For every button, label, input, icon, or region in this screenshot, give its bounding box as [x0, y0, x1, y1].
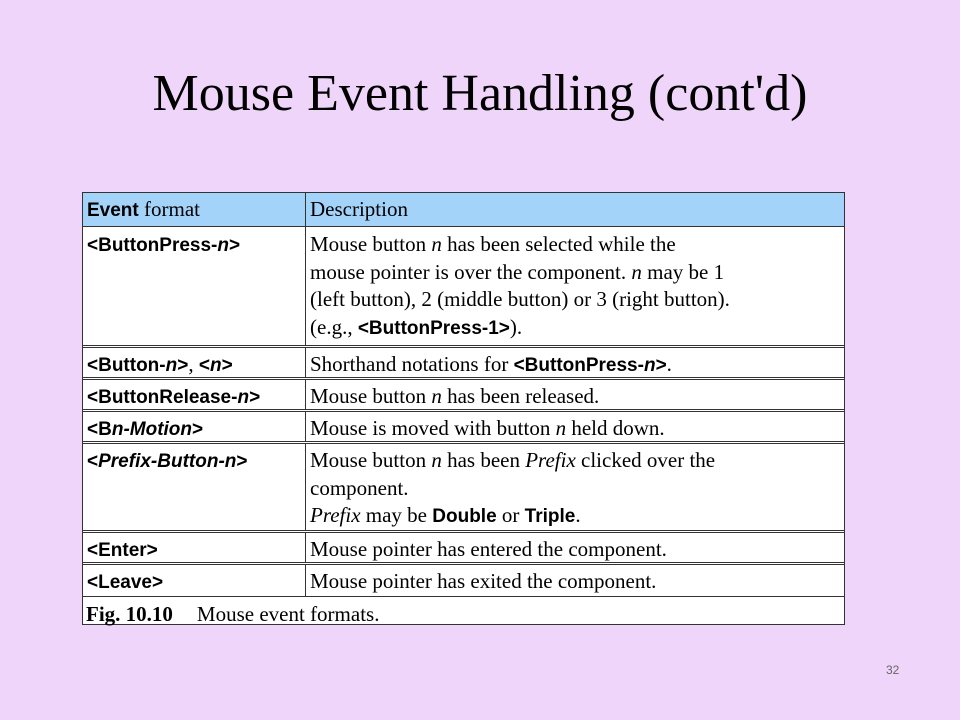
event-cell: <Leave>	[83, 565, 306, 596]
description-cell	[306, 227, 844, 345]
description-line: Mouse button n has been Prefix clicked over the	[310, 448, 716, 472]
event-cell: <ButtonPress-n>	[83, 227, 306, 345]
description-cell	[306, 444, 844, 530]
figure-caption: Fig. 10.10 Mouse event formats.	[86, 602, 380, 626]
table-row	[83, 565, 844, 597]
table-row	[83, 227, 844, 348]
description-cell: Mouse is moved with button n held down.	[310, 416, 665, 440]
header-event-format: Event format	[83, 193, 306, 226]
table-row	[83, 444, 844, 533]
description-line: mouse pointer is over the component. n may be 1	[310, 259, 725, 284]
description-line: Prefix may be Double or Triple.	[310, 503, 581, 527]
description-line: (left button), 2 (middle button) or 3 (right button).	[310, 287, 730, 311]
event-cell: <Bn-Motion>	[83, 412, 306, 441]
table-row	[83, 380, 844, 412]
description-cell: Shorthand notations for <ButtonPress-n>.	[310, 352, 672, 376]
description-cell: Mouse pointer has exited the component.	[310, 569, 657, 593]
table-row	[83, 348, 844, 380]
event-cell: <Prefix-Button-n>	[83, 444, 306, 530]
header-description: Description	[310, 197, 408, 221]
description-line: component.	[310, 475, 409, 500]
description-line: Mouse button n has been selected while the	[310, 232, 676, 256]
event-cell: <Enter>	[83, 533, 306, 562]
table-header-row	[83, 193, 844, 227]
table-row	[83, 412, 844, 444]
table-caption	[83, 597, 844, 624]
event-format-table	[82, 192, 845, 625]
slide-title: Mouse Event Handling (cont'd)	[152, 65, 808, 122]
description-line: (e.g., <ButtonPress-1>).	[310, 314, 523, 339]
description-cell: Mouse pointer has entered the component.	[310, 537, 667, 561]
event-cell: <Button-n>, <n>	[83, 348, 306, 377]
description-cell: Mouse button n has been released.	[310, 384, 600, 408]
event-cell: <ButtonRelease-n>	[83, 380, 306, 409]
page-number: 32	[886, 663, 900, 677]
table-row	[83, 533, 844, 565]
